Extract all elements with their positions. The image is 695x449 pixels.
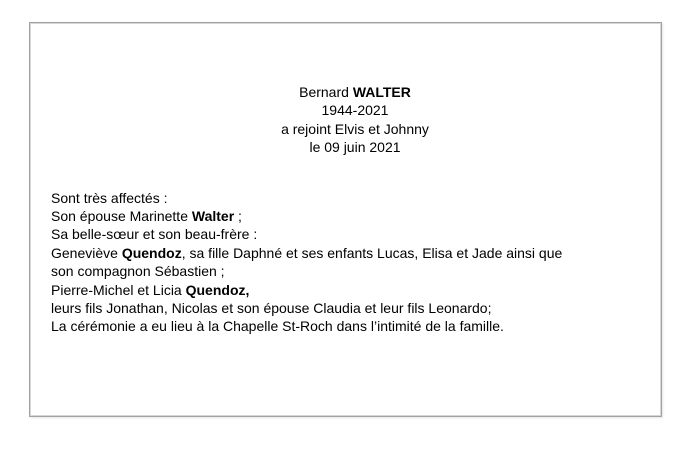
notice-body: [51, 189, 659, 336]
body-line-ceremony: [51, 317, 659, 335]
text-segment: Sa belle-sœur et son beau-frère :: [51, 226, 258, 243]
deceased-name-line: [51, 83, 659, 101]
obituary-notice: [29, 22, 662, 417]
tribute-line: [51, 120, 659, 138]
text-segment: La cérémonie a eu lieu à la Chapelle St-Roch dans l’intimité de la famille.: [51, 318, 504, 335]
text-segment-bold: Quendoz,: [185, 281, 250, 298]
text-segment: Pierre-Michel et Licia: [51, 281, 186, 298]
life-years: 1944-2021: [321, 102, 389, 119]
text-segment: , sa fille Daphné et ses enfants Lucas, Elisa et Jade ainsi que: [181, 244, 563, 261]
body-line-pierre-michel: [51, 281, 659, 299]
life-years-line: [51, 101, 659, 119]
body-line-affected: [51, 189, 659, 207]
body-line-sons: [51, 299, 659, 317]
death-date: le 09 juin 2021: [309, 139, 401, 156]
notice-header: [51, 83, 659, 157]
death-date-line: [51, 138, 659, 156]
body-line-inlaws: [51, 225, 659, 243]
text-segment: Sont très affectés :: [51, 189, 168, 206]
deceased-surname: WALTER: [352, 84, 411, 100]
tribute-text: a rejoint Elvis et Johnny: [281, 120, 429, 137]
body-line-spouse: [51, 207, 659, 225]
body-line-genevieve: [51, 244, 659, 262]
body-line-companion: [51, 262, 659, 280]
text-segment: leurs fils Jonathan, Nicolas et son épouse Claudia et leur fils Leonardo;: [51, 300, 492, 317]
deceased-firstname: Bernard: [299, 84, 353, 100]
text-segment: ;: [234, 208, 242, 225]
text-segment-bold: Quendoz: [121, 244, 182, 261]
text-segment: Son épouse Marinette: [51, 208, 192, 225]
text-segment-bold: Walter: [191, 208, 235, 225]
text-segment: Geneviève: [51, 244, 122, 261]
notice-content: [30, 23, 661, 336]
text-segment: son compagnon Sébastien ;: [51, 263, 225, 280]
